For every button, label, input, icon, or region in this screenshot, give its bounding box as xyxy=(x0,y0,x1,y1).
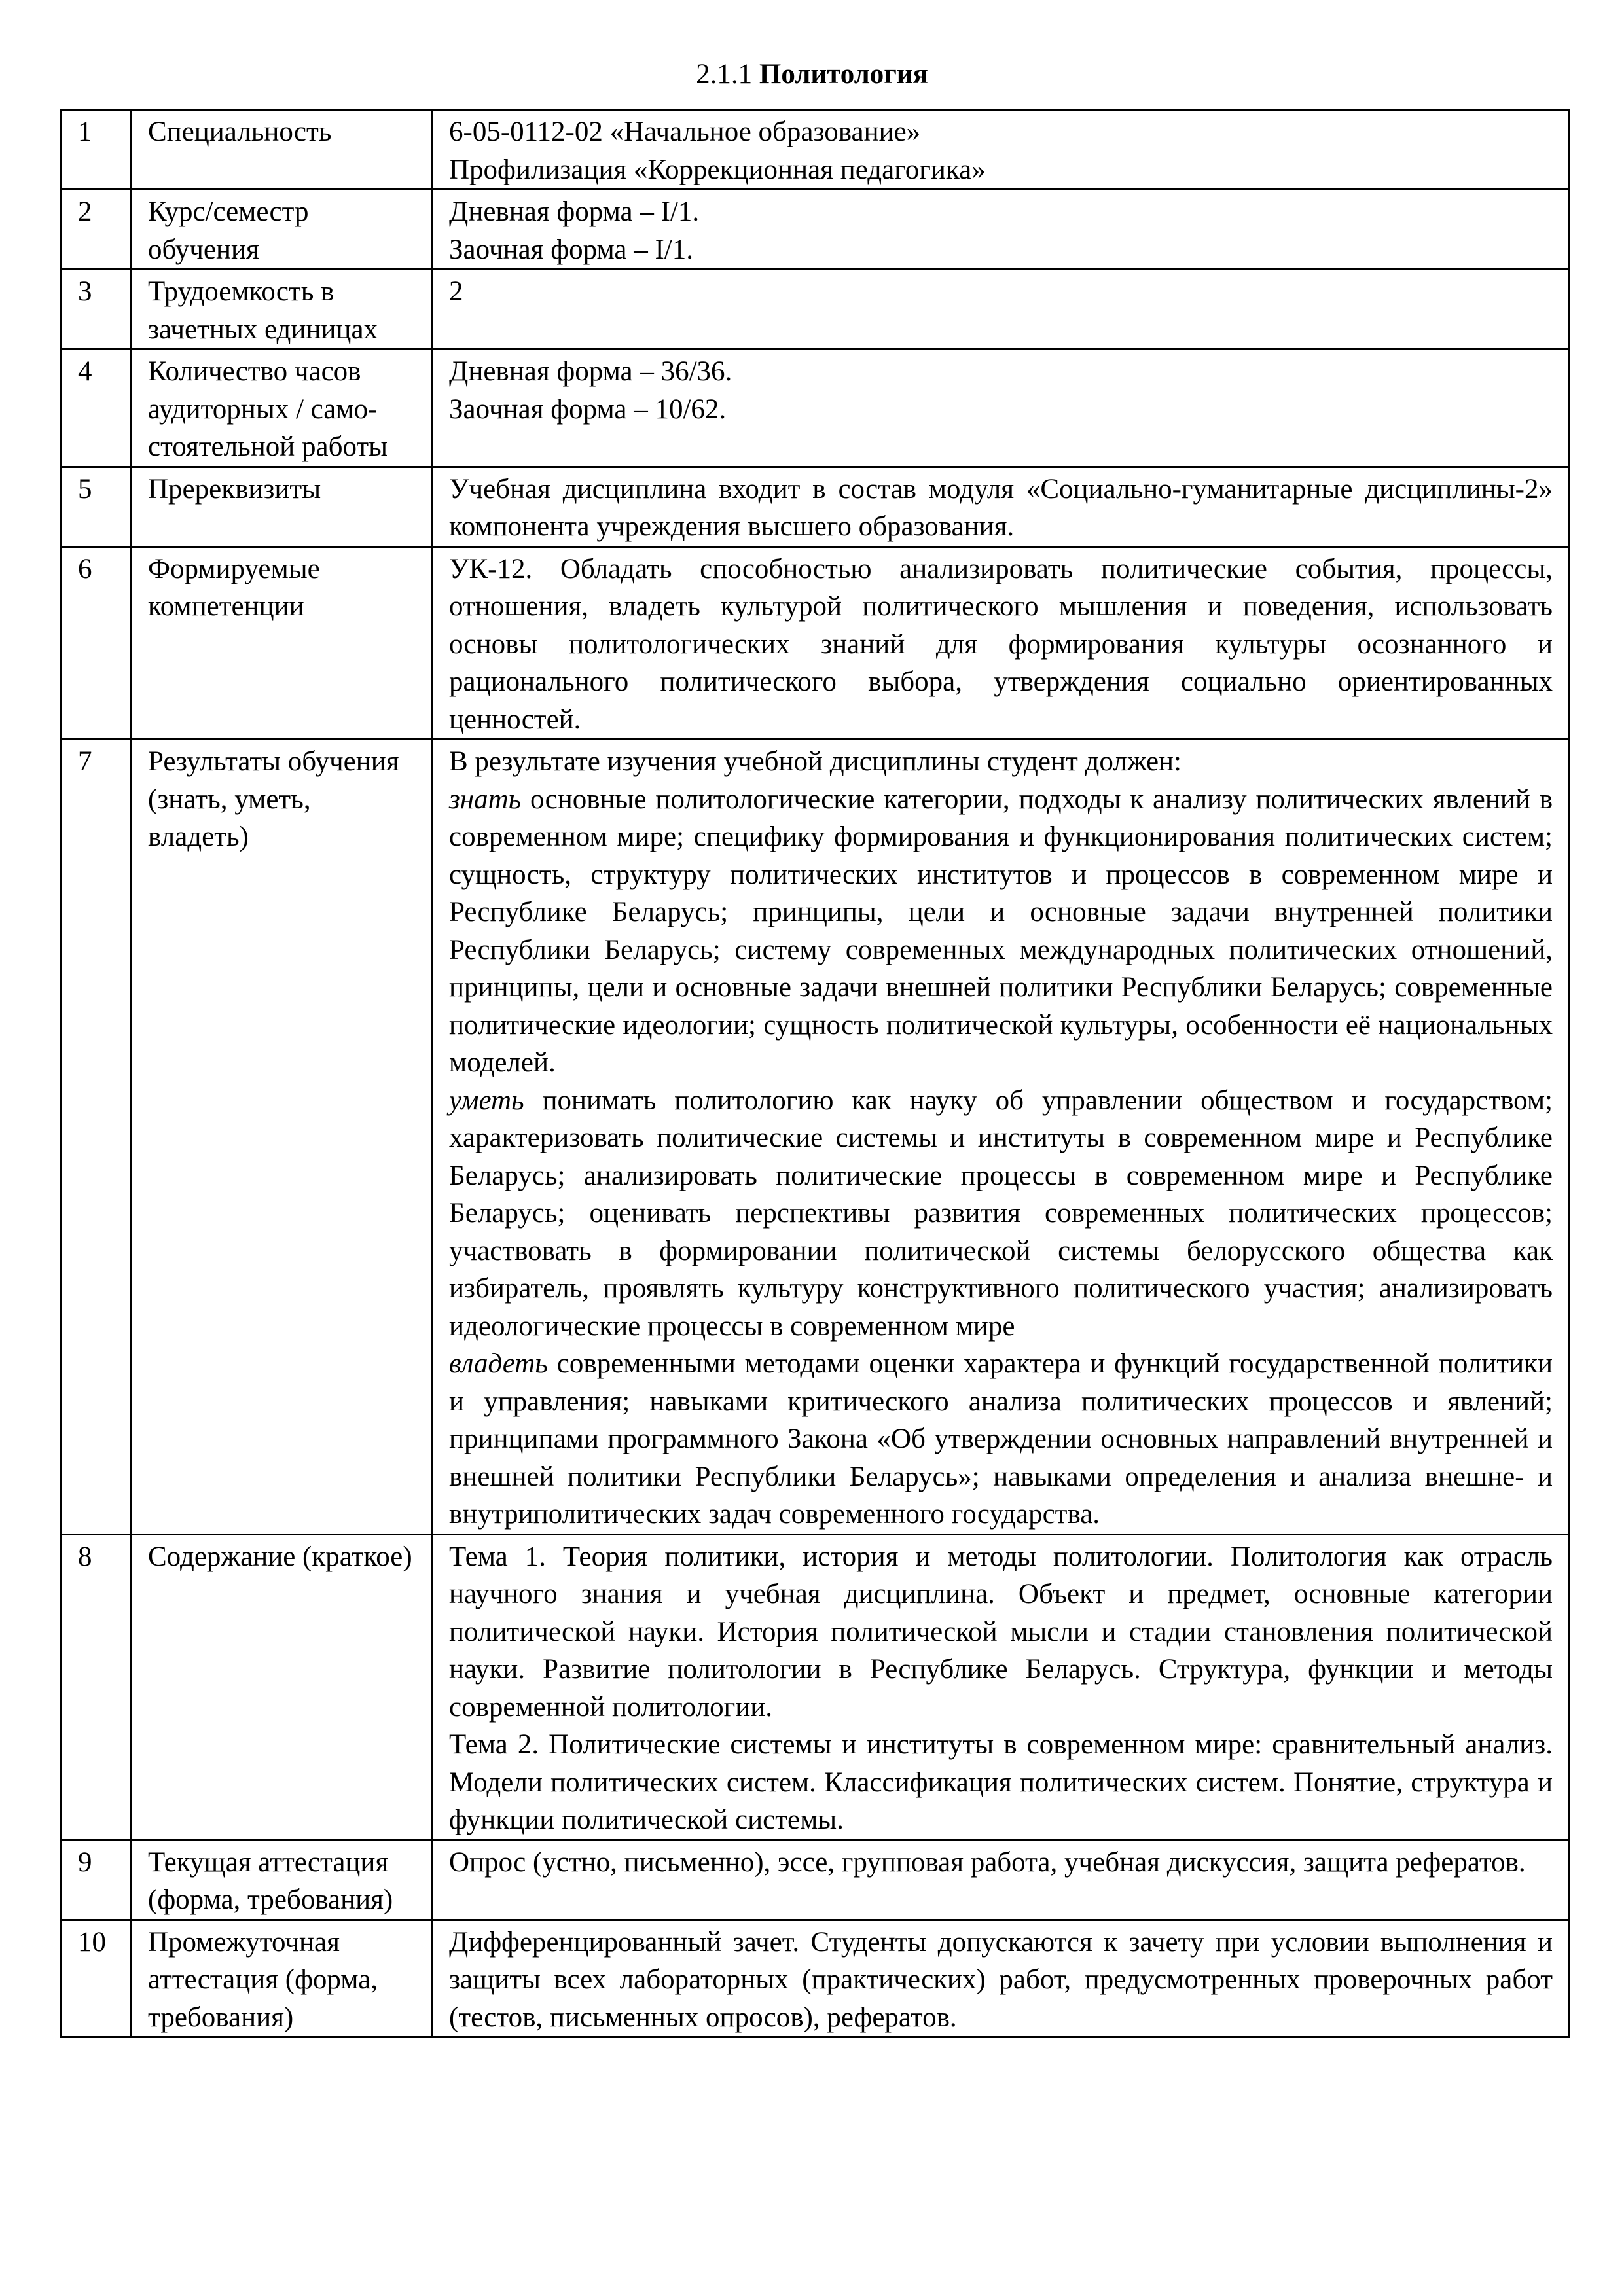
row-number: 5 xyxy=(62,467,132,547)
topic-2: Тема 2. Политические системы и институты в современном мире: сравнительный анализ. Модели политических систем. Классификация политических систем. Понятие, структура и функции политической системы. xyxy=(449,1729,1553,1835)
table-row xyxy=(62,270,1570,350)
topic-1: Тема 1. Теория политики, история и методы политологии. Политология как отрасль научного знания и учебная дисциплина. Объект и предмет, основные категории политической науки. История политической мысли и стадии становления политической науки. Развитие политологии в Республике Беларусь. Структура, функции и методы современной политологии. xyxy=(449,1541,1553,1723)
value-text: УК-12. Обладать способностью анализировать политические события, процессы, отношения, владеть культурой политического мышления и поведения, использовать основы политологических знаний для формирования культуры осознанного и рационального политического выбора, утверждения социально ориентированных ценностей. xyxy=(449,553,1553,735)
value-line: Профилизация «Коррекционная педагогика» xyxy=(449,154,986,185)
table-row xyxy=(62,190,1570,270)
discipline-table xyxy=(60,109,1570,2038)
row-label: Формируемые компетенции xyxy=(132,547,433,740)
value-text: Учебная дисциплина входит в состав модуля «Социально-гуманитарные дисциплины-2» компонента учреждения высшего образования. xyxy=(449,473,1553,542)
row-value xyxy=(433,1534,1570,1840)
table-row xyxy=(62,110,1570,190)
results-intro: В результате изучения учебной дисциплины студент должен: xyxy=(449,746,1182,777)
row-label: Текущая аттестация (форма, требования) xyxy=(132,1840,433,1920)
row-label: Пререквизиты xyxy=(132,467,433,547)
row-label: Специальность xyxy=(132,110,433,190)
row-number: 4 xyxy=(62,350,132,467)
results-know xyxy=(449,781,1553,1082)
document-title xyxy=(0,58,1624,92)
results-own xyxy=(449,1345,1553,1534)
row-number: 8 xyxy=(62,1534,132,1840)
table-row xyxy=(62,1534,1570,1840)
row-number: 1 xyxy=(62,110,132,190)
row-value xyxy=(433,547,1570,740)
table-row xyxy=(62,1840,1570,1920)
able-keyword: уметь xyxy=(449,1085,524,1116)
row-value xyxy=(433,740,1570,1535)
row-value xyxy=(433,110,1570,190)
value-line: Заочная форма – I/1. xyxy=(449,234,693,265)
title-text: Политология xyxy=(759,59,928,90)
know-text: основные политологические категории, подходы к анализу политических явлений в современном мире; специфику формирования и функционирования политических систем; сущность, структуру политических институтов и процессов в современном мире и Республике Беларусь; принципы, цели и основные задачи внутренней политики Республики Беларусь; систему современных международных политических отношений, принципы, цели и основные задачи внешней политики Республики Беларусь; современные политические идеологии; сущность политической культуры, особенности её национальных моделей. xyxy=(449,783,1553,1078)
row-value xyxy=(433,467,1570,547)
value-line: 2 xyxy=(449,276,463,307)
value-text: Опрос (устно, письменно), эссе, групповая работа, учебная дискуссия, защита рефератов. xyxy=(449,1846,1526,1878)
row-value xyxy=(433,1920,1570,2037)
row-label: Промежуточная аттестация (форма, требования) xyxy=(132,1920,433,2037)
own-keyword: владеть xyxy=(449,1348,548,1379)
able-text: понимать политологию как науку об управлении обществом и государством; характеризовать политические системы и институты в современном мире и Республике Беларусь; анализировать политические процессы в современном мире и Республике Беларусь; оценивать перспективы развития современных политических процессов; участвовать в формировании политической системы белорусского общества как избиратель, проявлять культуру конструктивного политического участия; анализировать идеологические процессы в современном мире xyxy=(449,1085,1553,1342)
row-number: 6 xyxy=(62,547,132,740)
table-row xyxy=(62,350,1570,467)
table-row xyxy=(62,1920,1570,2037)
value-line: Дневная форма – I/1. xyxy=(449,196,700,227)
row-value xyxy=(433,350,1570,467)
table-row xyxy=(62,467,1570,547)
know-keyword: знать xyxy=(449,783,522,815)
row-number: 7 xyxy=(62,740,132,1535)
row-number: 3 xyxy=(62,270,132,350)
row-number: 9 xyxy=(62,1840,132,1920)
row-number: 2 xyxy=(62,190,132,270)
row-value xyxy=(433,270,1570,350)
own-text: современными методами оценки характера и функций государственной политики и управления; навыками критического анализа политических процессов и явлений; принципами программного Закона «Об утверждении основных направлений внутренней и внешней политики Республики Беларусь»; навыками определения и анализа внешне- и внутриполитических задач современного государства. xyxy=(449,1348,1553,1530)
row-label: Количество часов аудиторных / само-стоятельной работы xyxy=(132,350,433,467)
value-line: Заочная форма – 10/62. xyxy=(449,393,727,425)
title-number: 2.1.1 xyxy=(696,59,753,90)
row-label: Результаты обучения (знать, уметь, владеть) xyxy=(132,740,433,1535)
row-label: Трудоемкость в зачетных единицах xyxy=(132,270,433,350)
value-line: 6-05-0112-02 «Начальное образование» xyxy=(449,117,921,147)
value-text: Дифференцированный зачет. Студенты допускаются к зачету при условии выполнения и защиты всех лабораторных (практических) работ, предусмотренных проверочных работ (тестов, письменных опросов), рефератов. xyxy=(449,1926,1553,2033)
row-label: Содержание (краткое) xyxy=(132,1534,433,1840)
table-row xyxy=(62,547,1570,740)
row-value xyxy=(433,1840,1570,1920)
row-label: Курс/семестр обучения xyxy=(132,190,433,270)
table-row xyxy=(62,740,1570,1535)
value-line: Дневная форма – 36/36. xyxy=(449,356,732,387)
row-number: 10 xyxy=(62,1920,132,2037)
row-value xyxy=(433,190,1570,270)
results-able xyxy=(449,1082,1553,1346)
